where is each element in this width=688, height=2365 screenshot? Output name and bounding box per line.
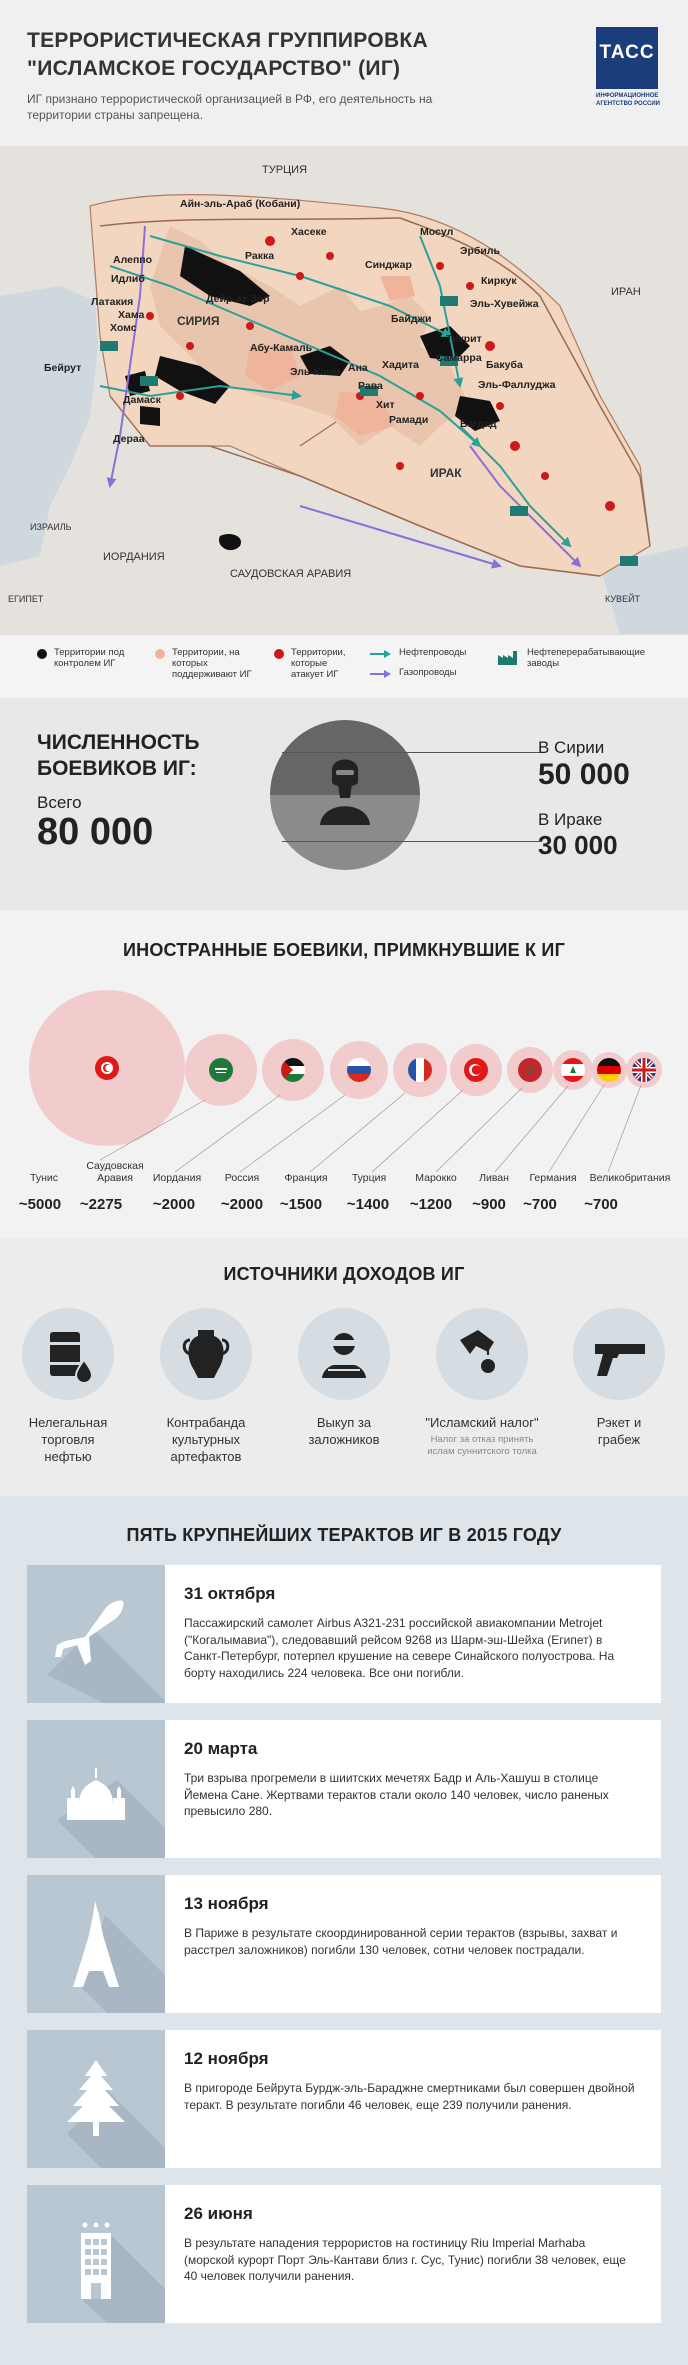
country-value: ~700 <box>523 1196 557 1213</box>
attack-text: Пассажирский самолет Airbus A321-231 российской авиакомпании Metrojet ("Когалымавиа"), следовавший рейсом 9268 из Шарм-эш-Шейха (Египет) в Санкт-Петербург, потерпел крушение на севере Синайского полуострова. На борту находились 224 человека. Все они погибли. <box>184 1616 615 1680</box>
airplane-icon <box>27 1565 165 1703</box>
country-value: ~1500 <box>279 1196 323 1213</box>
purple-arrow-icon <box>370 669 392 679</box>
country-saudi: САУДОВСКАЯ АРАВИЯ <box>230 568 352 580</box>
income-label: Рэкет и грабеж <box>596 1415 642 1447</box>
income-label: "Исламский налог" <box>425 1415 539 1430</box>
city-label: Латакия <box>91 296 134 308</box>
hotel-icon <box>27 2185 165 2323</box>
country-name: Германия <box>529 1172 577 1184</box>
city-label: Дамаск <box>123 394 161 406</box>
city-label: Тикрит <box>446 333 482 345</box>
pistol-icon <box>573 1308 665 1400</box>
tax-hand-icon <box>436 1308 528 1400</box>
syria-line <box>282 752 542 753</box>
city-label: Ракка <box>245 250 275 262</box>
city-label: Хадита <box>382 359 419 371</box>
income-label: Выкуп за заложников <box>308 1415 380 1447</box>
attack-text: В результате нападения террористов на гостиницу Riu Imperial Marhaba (морской курорт Порт Эль-Кантави близ г. Сус, Тунис) погибли 38 человек, еще 40 человек получили ранения. <box>184 2236 626 2283</box>
logo-text: ТАСС <box>599 42 655 63</box>
country-value: ~700 <box>584 1196 618 1213</box>
pink-dot-icon <box>155 649 165 659</box>
map-legend <box>0 634 688 698</box>
city-label: Хама <box>118 309 145 321</box>
city-label: Абу-Камаль <box>250 342 313 354</box>
total-label: Всего <box>37 793 82 812</box>
iraq-value: 30 000 <box>538 830 618 860</box>
foreign-fighters-section <box>0 910 688 1238</box>
attacks-title: ПЯТЬ КРУПНЕЙШИХ ТЕРАКТОВ ИГ В 2015 ГОДУ <box>126 1525 562 1545</box>
country-value: ~1400 <box>346 1196 390 1213</box>
city-label: Рава <box>358 380 383 392</box>
country-value: ~2000 <box>220 1196 264 1213</box>
country-value: ~900 <box>472 1196 506 1213</box>
iraq-line <box>282 841 542 842</box>
country-value: ~5000 <box>18 1196 62 1213</box>
city-label: Киркук <box>481 275 517 287</box>
city-label: Дейр-эз-Зор <box>206 293 270 305</box>
city-label: Самарра <box>436 352 482 364</box>
country-egypt: ЕГИПЕТ <box>8 594 44 604</box>
country-name: Великобритания <box>589 1172 671 1184</box>
country-value: ~2275 <box>79 1196 123 1213</box>
attack-card <box>27 2030 661 2168</box>
attack-date: 26 июня <box>184 2204 253 2223</box>
country-value: ~2000 <box>152 1196 196 1213</box>
factory-icon <box>498 649 520 665</box>
legend-item <box>370 647 479 659</box>
mosque-icon <box>27 1720 165 1858</box>
city-label: Хомс <box>110 322 137 334</box>
city-label: Бейрут <box>44 362 82 374</box>
income-section <box>0 1238 688 1496</box>
fighters-section <box>0 698 688 910</box>
income-label: Нелегальная торговля нефтью <box>28 1415 108 1464</box>
legend-label: Нефтеперерабатывающие заводы <box>527 647 646 669</box>
country-name: Франция <box>284 1172 328 1184</box>
country-name: Тунис <box>30 1172 58 1184</box>
city-label: Эрбиль <box>460 245 500 257</box>
city-label: Хасеке <box>291 226 327 238</box>
city-label: Дераа <box>113 433 145 445</box>
legend-label: Территории под контролем ИГ <box>54 647 125 669</box>
legend-label: Газопроводы <box>399 667 457 678</box>
attack-date: 12 ноября <box>184 2049 269 2068</box>
country-syria: СИРИЯ <box>177 314 220 328</box>
country-israel: ИЗРАИЛЬ <box>30 522 72 532</box>
city-label: Мосул <box>420 226 454 238</box>
city-label: Айн-эль-Араб (Кобани) <box>180 198 301 210</box>
red-dot-icon <box>274 649 284 659</box>
tass-logo <box>596 27 658 89</box>
attack-text: Три взрыва прогремели в шиитских мечетях Бадр и Аль-Хашуш в столице Йемена Сане. Жертвами терактов стали около 140 человек, число раненых превысило 280. <box>184 1771 609 1818</box>
country-name: Турция <box>351 1172 387 1184</box>
city-label: Эль-Хувейжа <box>470 298 539 310</box>
city-label: Хит <box>376 399 395 411</box>
foreign-title: ИНОСТРАННЫЕ БОЕВИКИ, ПРИМКНУВШИЕ К ИГ <box>123 940 565 960</box>
teal-arrow-icon <box>370 649 392 659</box>
legend-item <box>274 647 351 680</box>
legend-label: Территории, на которых поддерживают ИГ <box>172 647 252 680</box>
amphora-icon <box>160 1308 252 1400</box>
income-label: Контрабанда культурных артефактов <box>166 1415 246 1464</box>
country-jordan: ИОРДАНИЯ <box>103 551 165 563</box>
leader-lines <box>0 910 688 1238</box>
city-label: Байджи <box>391 313 432 325</box>
country-name: Иордания <box>152 1172 202 1184</box>
income-title: ИСТОЧНИКИ ДОХОДОВ ИГ <box>223 1264 465 1284</box>
black-dot-icon <box>37 649 47 659</box>
country-name: Саудовская Аравия <box>86 1160 144 1184</box>
city-label: Рамади <box>389 414 429 426</box>
total-value: 80 000 <box>37 811 154 853</box>
city-label: Алеппо <box>113 254 153 266</box>
city-label: Синджар <box>365 259 412 271</box>
eiffel-tower-icon <box>27 1875 165 2013</box>
legend-item <box>498 647 677 669</box>
income-sublabel: Налог за отказ принять ислам суннитского толка <box>427 1434 537 1457</box>
legend-label: Территории, которые атакует ИГ <box>291 647 346 680</box>
page-title: ТЕРРОРИСТИЧЕСКАЯ ГРУППИРОВКА "ИСЛАМСКОЕ ГОСУДАРСТВО" (ИГ) <box>27 29 429 80</box>
country-name: Россия <box>224 1172 260 1184</box>
iraq-label: В Ираке <box>538 810 603 829</box>
attack-card <box>27 2185 661 2323</box>
legend-item <box>370 667 479 679</box>
country-iraq: ИРАК <box>430 466 462 480</box>
map <box>0 146 688 634</box>
attack-date: 13 ноября <box>184 1894 269 1913</box>
cedar-icon <box>27 2030 165 2168</box>
city-label: Идлиб <box>111 273 145 285</box>
country-name: Ливан <box>479 1172 509 1184</box>
syria-label: В Сирии <box>538 738 605 757</box>
country-turkey: ТУРЦИЯ <box>262 164 308 176</box>
hostage-icon <box>298 1308 390 1400</box>
legend-item <box>155 647 264 680</box>
attack-card <box>27 1565 661 1703</box>
attack-card <box>27 1720 661 1858</box>
legend-item <box>37 647 134 669</box>
country-name: Марокко <box>415 1172 457 1184</box>
logo-subtitle: ИНФОРМАЦИОННОЕ АГЕНТСТВО РОССИИ <box>596 93 660 107</box>
country-iran: ИРАН <box>611 286 641 298</box>
attack-card <box>27 1875 661 2013</box>
fighters-title: ЧИСЛЕННОСТЬ БОЕВИКОВ ИГ: <box>37 731 200 780</box>
attack-text: В Париже в результате скоординированной серии терактов (взрывы, захват и расстрел заложников) погибли 130 человек, сотни человек пострадали. <box>184 1926 618 1957</box>
attacks-section <box>0 1496 688 2365</box>
fighters-pie <box>270 720 420 870</box>
city-label: Эль-Каим <box>290 366 341 378</box>
city-label: Багдад <box>460 418 497 430</box>
header <box>0 0 688 146</box>
city-label: Ана <box>348 362 368 374</box>
city-label: Эль-Фаллуджа <box>478 379 556 391</box>
country-value: ~1200 <box>409 1196 453 1213</box>
attack-text: В пригороде Бейрута Бурдж-эль-Бараджне смертниками был совершен двойной теракт. В результате погибли 46 человек, еще 239 получили ранения. <box>184 2081 635 2112</box>
country-kuwait: КУВЕЙТ <box>605 594 641 604</box>
oil-barrel-icon <box>22 1308 114 1400</box>
city-label: Бакуба <box>486 359 523 371</box>
legal-note: ИГ признано террористической организацией в РФ, его деятельность на территории страны запрещена. <box>27 92 433 122</box>
legend-label: Нефтепроводы <box>399 647 467 658</box>
syria-value: 50 000 <box>538 758 630 791</box>
attack-date: 20 марта <box>184 1739 258 1758</box>
attack-date: 31 октября <box>184 1584 276 1603</box>
